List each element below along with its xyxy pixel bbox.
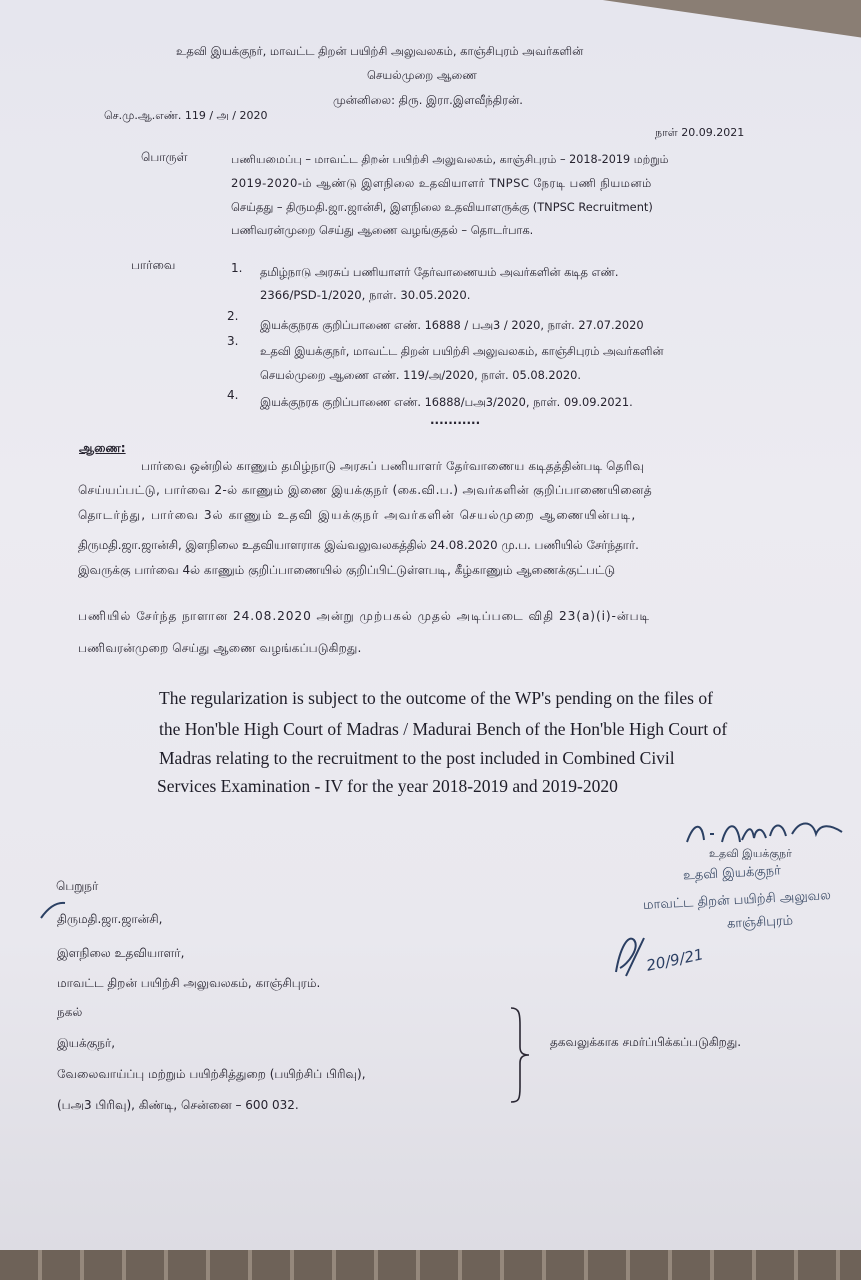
- subject-line-4: பணிவரன்முறை செய்து ஆணை வழங்குதல் – தொடர்பாக.: [231, 223, 534, 237]
- subject-line-3: செய்தது – திருமதி.ஜா.ஜான்சி, இளநிலை உதவியாளருக்கு (TNPSC Recruitment): [231, 200, 653, 214]
- copy-line-2: வேலைவாய்ப்பு மற்றும் பயிற்சித்துறை (பயிற்சிப் பிரிவு),: [57, 1067, 366, 1081]
- english-line-3: Madras relating to the recruitment to the post included in Combined Civil: [159, 748, 675, 768]
- order-line-5: இவருக்கு பார்வை 4ல் காணும் குறிப்பாணையில் குறிப்பிட்டுள்ளபடி, கீழ்காணும் ஆணைக்குட்பட்டு: [78, 563, 616, 577]
- stamp-line-3: காஞ்சிபுரம்: [726, 913, 794, 932]
- stamp-line-1: உதவி இயக்குநர்: [682, 863, 782, 884]
- references-label: பார்வை: [131, 258, 176, 272]
- reference-num-1: 1.: [231, 261, 243, 275]
- english-line-1: The regularization is subject to the outcome of the WP's pending on the files of: [159, 688, 713, 708]
- header-order-title: செயல்முறை ஆணை: [367, 68, 477, 82]
- reference-3-line-2: செயல்முறை ஆணை எண். 119/அ/2020, நாள். 05.08.2020.: [260, 368, 582, 382]
- subject-line-2: 2019-2020-ம் ஆண்டு இளநிலை உதவியாளர் TNPSC நேரடி பணி நியமனம்: [231, 176, 652, 190]
- stamp-line-2: மாவட்ட திறன் பயிற்சி அலுவல: [642, 888, 832, 913]
- order-line-3: தொடர்ந்து, பார்வை 3ல் காணும் உதவி இயக்குநர் அவர்களின் செயல்முறை ஆணையின்படி,: [78, 508, 637, 522]
- reference-1-line-1: தமிழ்நாடு அரசுப் பணியாளர் தேர்வாணையம் அவர்களின் கடித எண்.: [260, 265, 619, 279]
- copy-line-1: இயக்குநர்,: [57, 1036, 116, 1050]
- receipt-initial-scribble: [610, 928, 650, 984]
- reference-num-4: 4.: [227, 388, 239, 402]
- english-line-2: the Hon'ble High Court of Madras / Madurai Bench of the Hon'ble High Court of: [159, 719, 728, 739]
- copy-line-3: (பஅ3 பிரிவு), கிண்டி, சென்னை – 600 032.: [57, 1098, 299, 1112]
- order-date: நாள் 20.09.2021: [655, 126, 745, 139]
- subject-line-1: பணியமைப்பு – மாவட்ட திறன் பயிற்சி அலுவலகம், காஞ்சிபுரம் – 2018-2019 மற்றும்: [231, 153, 669, 166]
- copy-brace: [505, 1005, 535, 1105]
- order-line-2: செய்யப்பட்டு, பார்வை 2-ல் காணும் இணை இயக்குநர் (கை.வி.ப.) அவர்களின் குறிப்பாணையினைத்: [78, 483, 653, 497]
- signatory-title: உதவி இயக்குநர்: [709, 847, 792, 860]
- recipient-line-3: மாவட்ட திறன் பயிற்சி அலுவலகம், காஞ்சிபுரம்.: [57, 976, 321, 990]
- english-line-4: Services Examination - IV for the year 2018-2019 and 2019-2020: [157, 776, 618, 796]
- recipient-line-1: திருமதி.ஜா.ஜான்சி,: [57, 912, 163, 926]
- reference-1-line-2: 2366/PSD-1/2020, நாள். 30.05.2020.: [260, 288, 471, 302]
- order-heading: ஆணை:: [79, 441, 126, 455]
- recipient-label: பெறுநர்: [56, 879, 99, 893]
- receipt-date: 20/9/21: [644, 945, 706, 975]
- order-line-4: திருமதி.ஜா.ஜான்சி, இளநிலை உதவியாளராக இவ்வலுவலகத்தில் 24.08.2020 மு.ப. பணியில் சேர்ந்தார்.: [78, 538, 639, 552]
- recipient-line-2: இளநிலை உதவியாளர்,: [57, 946, 185, 960]
- reference-4-line-1: இயக்குநரக குறிப்பாணை எண். 16888/பஅ3/2020, நாள். 09.09.2021.: [260, 395, 633, 409]
- copy-note: தகவலுக்காக சமர்ப்பிக்கப்படுகிறது.: [550, 1035, 742, 1049]
- copy-label: நகல்: [57, 1005, 83, 1019]
- reference-3-line-1: உதவி இயக்குநர், மாவட்ட திறன் பயிற்சி அலுவலகம், காஞ்சிபுரம் அவர்களின்: [260, 344, 664, 358]
- reference-number: செ.மு.ஆ.எண். 119 / அ / 2020: [104, 109, 268, 122]
- subject-label: பொருள்: [141, 150, 188, 164]
- order-line-7: பணிவரன்முறை செய்து ஆணை வழங்கப்படுகிறது.: [78, 641, 362, 655]
- order-line-6: பணியில் சேர்ந்த நாளான 24.08.2020 அன்று முற்பகல் முதல் அடிப்படை விதி 23(a)(i)-ன்படி: [78, 609, 651, 623]
- header-office-line: உதவி இயக்குநர், மாவட்ட திறன் பயிற்சி அலுவலகம், காஞ்சிபுரம் அவர்களின்: [176, 44, 584, 58]
- reference-num-2: 2.: [227, 309, 239, 323]
- header-presiding-officer: முன்னிலை: திரு. இரா.இளவீந்திரன்.: [333, 93, 523, 107]
- reference-2-line-1: இயக்குநரக குறிப்பாணை எண். 16888 / பஅ3 / 2020, நாள். 27.07.2020: [260, 318, 644, 332]
- reference-num-3: 3.: [227, 334, 239, 348]
- reference-separator: ...........: [430, 413, 481, 427]
- order-line-1: பார்வை ஒன்றில் காணும் தமிழ்நாடு அரசுப் பணியாளர் தேர்வாணைய கடிதத்தின்படி தெரிவு: [141, 459, 645, 473]
- floor-background: [0, 1250, 861, 1280]
